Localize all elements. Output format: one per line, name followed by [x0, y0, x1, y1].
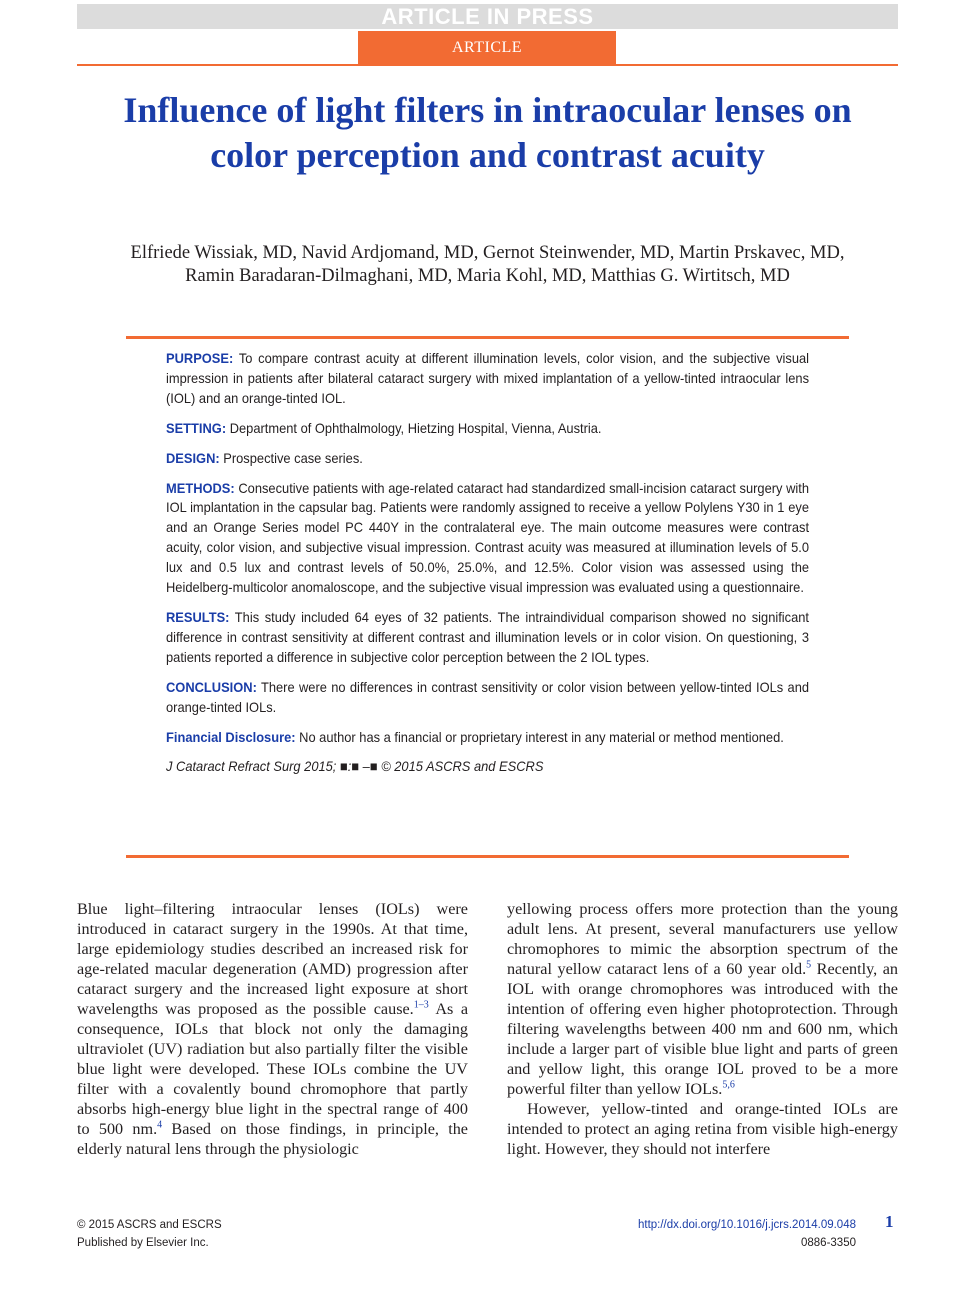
issn: 0886-3350: [801, 1237, 856, 1249]
setting-text: Department of Ophthalmology, Hietzing Hospital, Vienna, Austria.: [226, 419, 602, 436]
methods-label: METHODS:: [166, 479, 235, 496]
footer-doi-info: [638, 1216, 856, 1252]
purpose-label: PURPOSE:: [166, 350, 234, 366]
body-paragraph: [507, 899, 898, 1099]
reference-link[interactable]: 4: [157, 1119, 163, 1131]
page-number: 1: [885, 1212, 894, 1231]
abstract-results: [166, 608, 809, 668]
abstract-disclosure: [166, 728, 809, 748]
abstract-purpose: [166, 349, 809, 409]
abstract-bottom-rule: [126, 855, 849, 858]
reference-link[interactable]: 5,6: [722, 1079, 735, 1091]
results-text: This study included 64 eyes of 32 patients. The intraindividual comparison showed no significant difference in contrast sensitivity at different contrast and illumination levels or in color vision. On questioning, 3 patients reported a difference in subjective color perception between the 2 IOL types.: [166, 608, 810, 665]
body-text: As a consequence, IOLs that block not only the damaging ultraviolet (UV) radiation but also partially filter the visible blue light were developed. These IOLs combine the UV filter with a covalently bound chromophore that partly absorbs high-energy blue light in the spectral range of 400 to 500 nm.: [77, 1000, 469, 1138]
body-text: yellowing process offers more protection than the young adult lens. At present, several manufacturers use yellow chromophores to mimic the absorption spectrum of the natural yellow cataract lens of a 60 year old.: [507, 900, 898, 978]
abstract-design: [166, 449, 809, 469]
purpose-text: To compare contrast acuity at different illumination levels, color vision, and the subjective visual impression in patients after bilateral cataract surgery with mixed implantation of a yellow-tinted intraocular lens (IOL) and an orange-tinted IOL.: [166, 350, 810, 406]
setting-label: SETTING:: [166, 419, 227, 436]
header-divider: [77, 64, 898, 66]
body-text: Based on those findings, in principle, the elderly natural lens through the physiologic: [77, 1120, 468, 1158]
publisher-notice: Published by Elsevier Inc.: [77, 1237, 209, 1249]
body-text: Blue light–filtering intraocular lenses (IOLs) were introduced in cataract surgery in the 1990s. At that time, large epidemiology studies described an increased risk for age-related macular degeneration (AMD) progression after cataract surgery and the increased light exposure at short wavelengths was proposed as the possible cause.: [77, 900, 468, 1018]
body-column-left: [77, 899, 468, 1159]
reference-link[interactable]: 1–3: [413, 999, 429, 1011]
body-paragraph: However, yellow-tinted and orange-tinted IOLs are intended to protect an aging retina from visible high-energy light. However, they should not interfere: [507, 1100, 898, 1158]
abstract-methods: [166, 479, 809, 598]
abstract: [166, 349, 809, 787]
article-in-press-label: ARTICLE IN PRESS: [381, 4, 594, 29]
author-line: Elfriede Wissiak, MD, Navid Ardjomand, MD, Gernot Steinwender, MD, Martin Prskavec, MD,: [130, 243, 845, 263]
journal-citation: J Cataract Refract Surg 2015; ■:■ –■ © 2015 ASCRS and ESCRS: [166, 758, 544, 775]
author-list: [80, 242, 895, 288]
disclosure-text: No author has a financial or proprietary interest in any material or method mentioned.: [295, 728, 784, 745]
design-label: DESIGN:: [166, 449, 220, 466]
article-in-press-banner: [77, 4, 898, 29]
article-type-label: ARTICLE: [451, 39, 523, 56]
footer-publisher-info: [77, 1216, 222, 1252]
design-text: Prospective case series.: [219, 449, 363, 466]
author-line: Ramin Baradaran-Dilmaghani, MD, Maria Kohl, MD, Matthias G. Wirtitsch, MD: [185, 266, 790, 286]
body-column-right: [507, 899, 898, 1159]
disclosure-label: Financial Disclosure:: [166, 728, 296, 745]
abstract-conclusion: [166, 678, 809, 718]
conclusion-label: CONCLUSION:: [166, 678, 257, 695]
abstract-setting: [166, 419, 809, 439]
body-text: Recently, an IOL with orange chromophores was introduced with the intention of offering even higher photoprotection. Through filtering wavelengths between 400 nm and 600 nm, which include a larger part of visible blue light and parts of green and yellow light, this orange IOL proved to be a more powerful filter than yellow IOLs.: [507, 960, 899, 1098]
reference-link[interactable]: 5: [806, 959, 812, 971]
body-paragraph: [77, 899, 468, 1159]
doi-link[interactable]: http://dx.doi.org/10.1016/j.jcrs.2014.09.048: [637, 1219, 856, 1231]
article-title: Influence of light filters in intraocular lenses on color perception and contrast acuity: [123, 90, 852, 175]
conclusion-text: There were no differences in contrast sensitivity or color vision between yellow-tinted IOLs and orange-tinted IOLs.: [166, 678, 810, 715]
methods-text: Consecutive patients with age-related cataract had standardized small-incision cataract surgery with IOL implantation in the capsular bag. Patients were randomly assigned to receive a yellow Polylens Y30 in 1 eye and an Orange Series model PC 440Y in the contralateral eye. The main outcome measures were contrast acuity, color vision, and subjective visual impression. Contrast acuity was measured at illumination levels of 5.0 lux and 0.5 lux and contrast levels of 50.0%, 25.0%, and 12.5%. Color vision was assessed using the Heidelberg-multicolor anomaloscope, and the subjective visual impression was evaluated using a questionnaire.: [166, 479, 810, 596]
results-label: RESULTS:: [166, 608, 230, 625]
copyright-notice: © 2015 ASCRS and ESCRS: [77, 1219, 222, 1231]
article-type-tab: [358, 31, 616, 65]
abstract-top-rule: [126, 336, 849, 339]
